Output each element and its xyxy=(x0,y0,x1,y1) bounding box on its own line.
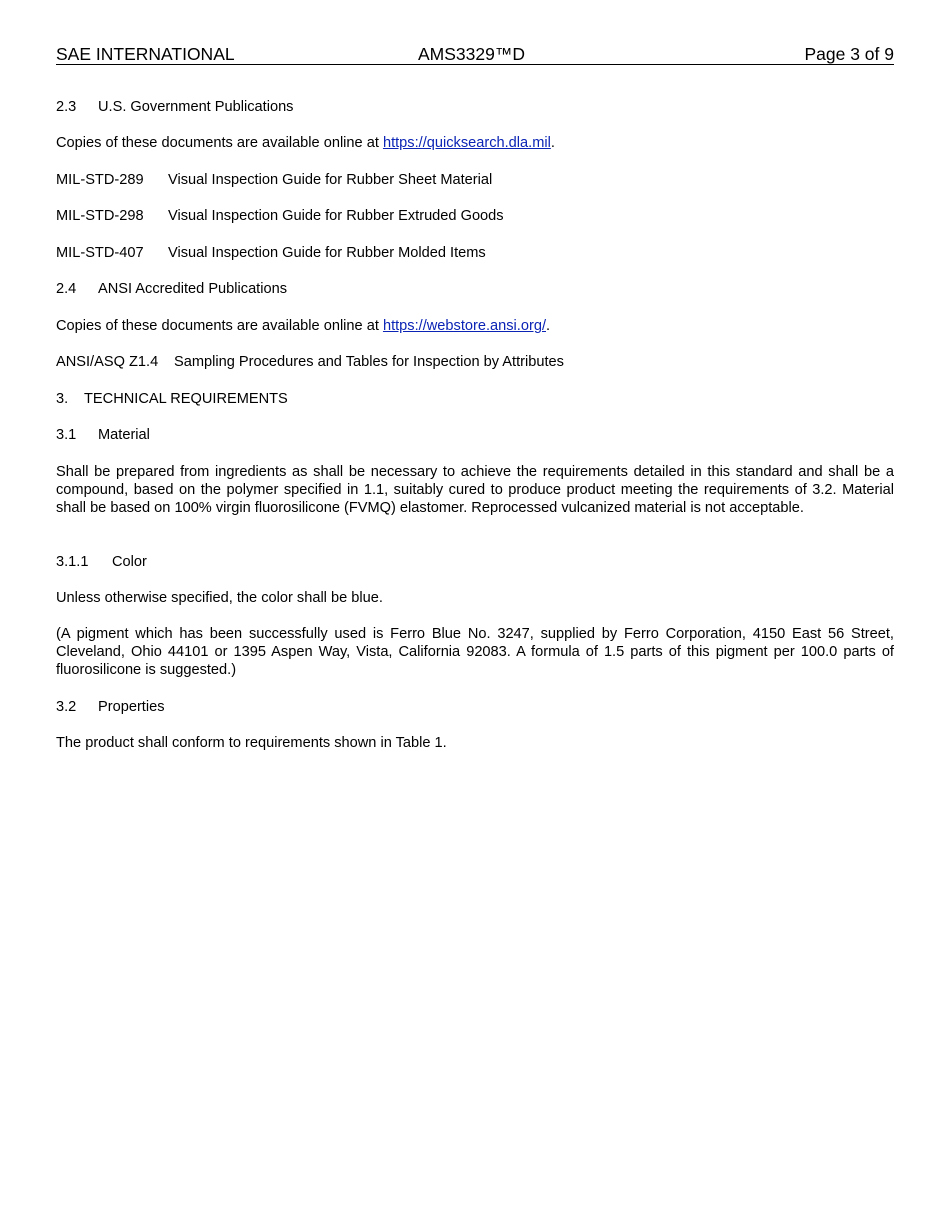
reference-title: Sampling Procedures and Tables for Inspection by Attributes xyxy=(174,354,564,370)
pigment-paragraph: (A pigment which has been successfully used is Ferro Blue No. 3247, supplied by Ferro Corporation, 4150 East 56 Street, Cleveland, Ohio 44101 or 1395 Aspen Way, Vista, California 92083. A formula of 1.5 parts of this pigment per 100.0 parts of fluorosilicone is suggested.) xyxy=(56,626,894,678)
section-number: 3.2 xyxy=(56,699,77,715)
color-paragraph: Unless otherwise specified, the color shall be blue. xyxy=(56,590,383,606)
section-heading-3-1 xyxy=(56,426,150,444)
reference-mil-std-289 xyxy=(56,171,492,189)
section-heading-3-2 xyxy=(56,698,165,716)
section-title: TECHNICAL REQUIREMENTS xyxy=(84,391,288,407)
section-number: 2.3 xyxy=(56,99,77,115)
section-heading-3-1-1 xyxy=(56,553,147,571)
section-title: Color xyxy=(112,554,147,570)
reference-mil-std-298 xyxy=(56,207,504,225)
header-page-number: Page 3 of 9 xyxy=(804,44,894,64)
copies-available-2-4 xyxy=(56,317,550,335)
section-title: U.S. Government Publications xyxy=(98,99,294,115)
reference-id: ANSI/ASQ Z1.4 xyxy=(56,354,159,370)
reference-id: MIL-STD-289 xyxy=(56,172,144,188)
section-number: 2.4 xyxy=(56,281,77,297)
reference-id: MIL-STD-407 xyxy=(56,245,144,261)
reference-title: Visual Inspection Guide for Rubber Extruded Goods xyxy=(168,208,504,224)
copies-text: Copies of these documents are available online at xyxy=(56,135,383,151)
section-title: Properties xyxy=(98,699,165,715)
section-number: 3.1 xyxy=(56,427,77,443)
section-number: 3. xyxy=(56,391,69,407)
section-number: 3.1.1 xyxy=(56,554,89,570)
section-heading-2-4 xyxy=(56,280,287,298)
reference-title: Visual Inspection Guide for Rubber Molded Items xyxy=(168,245,486,261)
page-header xyxy=(56,44,894,65)
copies-period: . xyxy=(550,135,555,151)
section-heading-3 xyxy=(56,390,288,408)
reference-mil-std-407 xyxy=(56,244,486,262)
material-paragraph: Shall be prepared from ingredients as shall be necessary to achieve the requirements detailed in this standard and shall be a compound, based on the polymer specified in 1.1, suitably cured to produce product meeting the requirements of 3.2. Material shall be based on 100% virgin fluorosilicone (FVMQ) elastomer. Reprocessed vulcanized material is not acceptable. xyxy=(56,464,894,516)
copies-available-2-3 xyxy=(56,134,555,152)
section-title: ANSI Accredited Publications xyxy=(98,281,288,297)
properties-paragraph: The product shall conform to requirements shown in Table 1. xyxy=(56,735,447,751)
copies-text: Copies of these documents are available online at xyxy=(56,318,383,334)
header-document-number: AMS3329™D xyxy=(418,44,525,64)
section-title: Material xyxy=(98,427,150,443)
reference-ansi-asq-z1-4 xyxy=(56,353,564,371)
header-organization: SAE INTERNATIONAL xyxy=(56,44,235,64)
reference-id: MIL-STD-298 xyxy=(56,208,144,224)
quicksearch-link[interactable]: https://quicksearch.dla.mil xyxy=(382,135,551,151)
section-heading-2-3 xyxy=(56,98,293,116)
reference-title: Visual Inspection Guide for Rubber Sheet Material xyxy=(168,172,493,188)
ansi-webstore-link[interactable]: https://webstore.ansi.org/ xyxy=(382,318,546,334)
copies-period: . xyxy=(546,318,551,334)
